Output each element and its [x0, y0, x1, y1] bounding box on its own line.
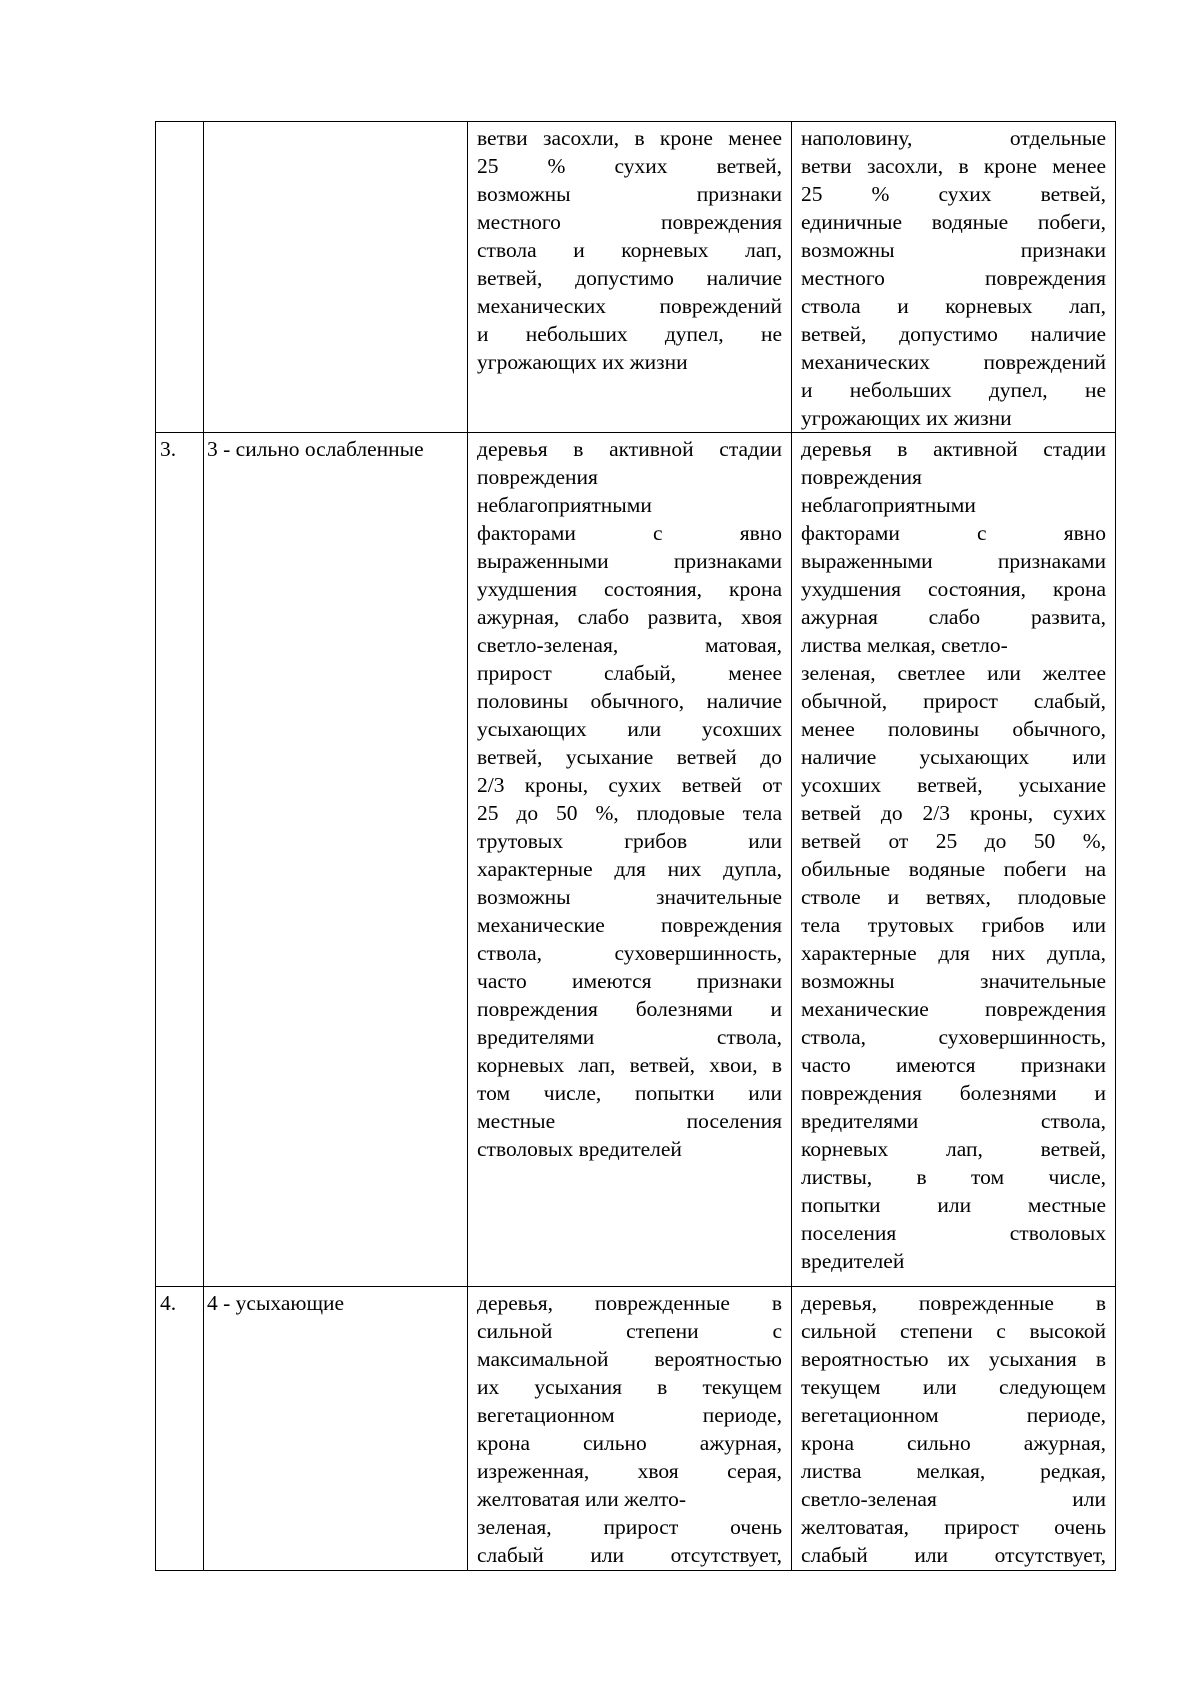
description-line: часто имеются признаки [477, 969, 782, 993]
description-line: 25 % сухих ветвей, [477, 154, 782, 178]
row-number-cell: 4. [156, 1287, 204, 1571]
description-line: поселения стволовых [801, 1221, 1106, 1245]
table-row [156, 1287, 1116, 1571]
description-line: неблагоприятными [477, 493, 652, 517]
description-line: возможны признаки [477, 182, 782, 206]
description-line: деревья в активной стадии [801, 437, 1106, 461]
description-line: менее половины обычного, [801, 717, 1106, 741]
description-line: ствола, суховершинность, [477, 941, 782, 965]
description-line: механические повреждения [477, 913, 782, 937]
description-line: том числе, попытки или [477, 1081, 782, 1105]
description-line: ухудшения состояния, крона [477, 577, 782, 601]
description-line: механические повреждения [801, 997, 1106, 1021]
table-row [156, 433, 1116, 1287]
description-line: крона сильно ажурная, [477, 1431, 782, 1455]
description-line: ветвей, допустимо наличие [801, 322, 1106, 346]
description-line: ствола и корневых лап, [801, 294, 1106, 318]
description-line: механических повреждений [801, 350, 1106, 374]
description-line: максимальной вероятностью [477, 1347, 782, 1371]
description-line: листва мелкая, светло- [801, 633, 1008, 657]
description-line: ажурная, слабо развита, хвоя [477, 605, 782, 629]
description-line: вегетационном периоде, [801, 1403, 1106, 1427]
conifer-description-cell [468, 122, 792, 433]
description-line: обильные водяные побеги на [801, 857, 1106, 881]
description-line: возможны значительные [477, 885, 782, 909]
table-row [156, 122, 1116, 433]
description-line: стволе и ветвях, плодовые [801, 885, 1106, 909]
description-line: ветвей от 25 до 50 %, [801, 829, 1106, 853]
description-line: 2/3 кроны, сухих ветвей от [477, 773, 782, 797]
description-line: текущем или следующем [801, 1375, 1106, 1399]
description-line: слабый или отсутствует, [477, 1543, 782, 1567]
conifer-description-cell [468, 1287, 792, 1571]
description-line: повреждения [801, 465, 922, 489]
description-line: единичные водяные побеги, [801, 210, 1106, 234]
description-line: ствола, суховершинность, [801, 1025, 1106, 1049]
description-line: повреждения [477, 465, 598, 489]
description-line: характерные для них дупла, [477, 857, 782, 881]
description-line: возможны значительные [801, 969, 1106, 993]
description-line: повреждения болезнями и [801, 1081, 1106, 1105]
description-line: угрожающих их жизни [801, 406, 1012, 430]
description-line: часто имеются признаки [801, 1053, 1106, 1077]
description-line: ветвей до 2/3 кроны, сухих [801, 801, 1106, 825]
description-line: наличие усыхающих или [801, 745, 1106, 769]
row-number-cell [156, 122, 204, 433]
description-line: ажурная слабо развита, [801, 605, 1106, 629]
tree-condition-table [155, 121, 1116, 1571]
description-line: крона сильно ажурная, [801, 1431, 1106, 1455]
description-line: ветви засохли, в кроне менее [801, 154, 1106, 178]
description-line: механических повреждений [477, 294, 782, 318]
description-line: наполовину, отдельные [801, 126, 1106, 150]
description-line: ветвей, допустимо наличие [477, 266, 782, 290]
category-cell: 4 - усыхающие [204, 1287, 468, 1571]
description-line: деревья, поврежденные в [801, 1291, 1106, 1315]
description-line: листва мелкая, редкая, [801, 1459, 1106, 1483]
description-line: вредителями ствола, [801, 1109, 1106, 1133]
description-line: зеленая, прирост очень [477, 1515, 782, 1539]
description-line: 25 до 50 %, плодовые тела [477, 801, 782, 825]
description-line: корневых лап, ветвей, [801, 1137, 1106, 1161]
category-cell: 3 - сильно ослабленные [204, 433, 468, 1287]
description-line: усыхающих или усохших [477, 717, 782, 741]
row-number-cell: 3. [156, 433, 204, 1287]
description-line: попытки или местные [801, 1193, 1106, 1217]
description-line: неблагоприятными [801, 493, 976, 517]
description-line: факторами с явно [477, 521, 782, 545]
conifer-description-cell [468, 433, 792, 1287]
description-line: вегетационном периоде, [477, 1403, 782, 1427]
description-line: желтоватая или желто- [477, 1487, 687, 1511]
description-line: зеленая, светлее или желтее [801, 661, 1106, 685]
description-line: сильной степени с [477, 1319, 782, 1343]
description-line: деревья в активной стадии [477, 437, 782, 461]
deciduous-description-cell [792, 1287, 1116, 1571]
description-line: повреждения болезнями и [477, 997, 782, 1021]
description-line: корневых лап, ветвей, хвои, в [477, 1053, 782, 1077]
deciduous-description-cell [792, 122, 1116, 433]
description-line: их усыхания в текущем [477, 1375, 782, 1399]
description-line: трутовых грибов или [477, 829, 782, 853]
description-line: стволовых вредителей [477, 1137, 682, 1161]
description-line: вредителями ствола, [477, 1025, 782, 1049]
description-line: ухудшения состояния, крона [801, 577, 1106, 601]
description-line: слабый или отсутствует, [801, 1543, 1106, 1567]
category-cell [204, 122, 468, 433]
description-line: желтоватая, прирост очень [801, 1515, 1106, 1539]
description-line: обычной, прирост слабый, [801, 689, 1106, 713]
description-line: светло-зеленая, матовая, [477, 633, 782, 657]
description-line: угрожающих их жизни [477, 350, 688, 374]
description-line: факторами с явно [801, 521, 1106, 545]
description-line: местного повреждения [477, 210, 782, 234]
deciduous-description-cell [792, 433, 1116, 1287]
description-line: изреженная, хвоя серая, [477, 1459, 782, 1483]
description-line: тела трутовых грибов или [801, 913, 1106, 937]
description-line: деревья, поврежденные в [477, 1291, 782, 1315]
description-line: вероятностью их усыхания в [801, 1347, 1106, 1371]
description-line: сильной степени с высокой [801, 1319, 1106, 1343]
description-line: возможны признаки [801, 238, 1106, 262]
description-line: характерные для них дупла, [801, 941, 1106, 965]
description-line: усохших ветвей, усыхание [801, 773, 1106, 797]
description-line: выраженными признаками [801, 549, 1106, 573]
description-line: 25 % сухих ветвей, [801, 182, 1106, 206]
description-line: половины обычного, наличие [477, 689, 782, 713]
description-line: ветви засохли, в кроне менее [477, 126, 782, 150]
description-line: листвы, в том числе, [801, 1165, 1106, 1189]
description-line: и небольших дупел, не [477, 322, 782, 346]
description-line: прирост слабый, менее [477, 661, 782, 685]
description-line: местные поселения [477, 1109, 782, 1133]
description-line: выраженными признаками [477, 549, 782, 573]
description-line: светло-зеленая или [801, 1487, 1106, 1511]
description-line: ствола и корневых лап, [477, 238, 782, 262]
description-line: ветвей, усыхание ветвей до [477, 745, 782, 769]
description-line: и небольших дупел, не [801, 378, 1106, 402]
description-line: местного повреждения [801, 266, 1106, 290]
description-line: вредителей [801, 1249, 905, 1273]
